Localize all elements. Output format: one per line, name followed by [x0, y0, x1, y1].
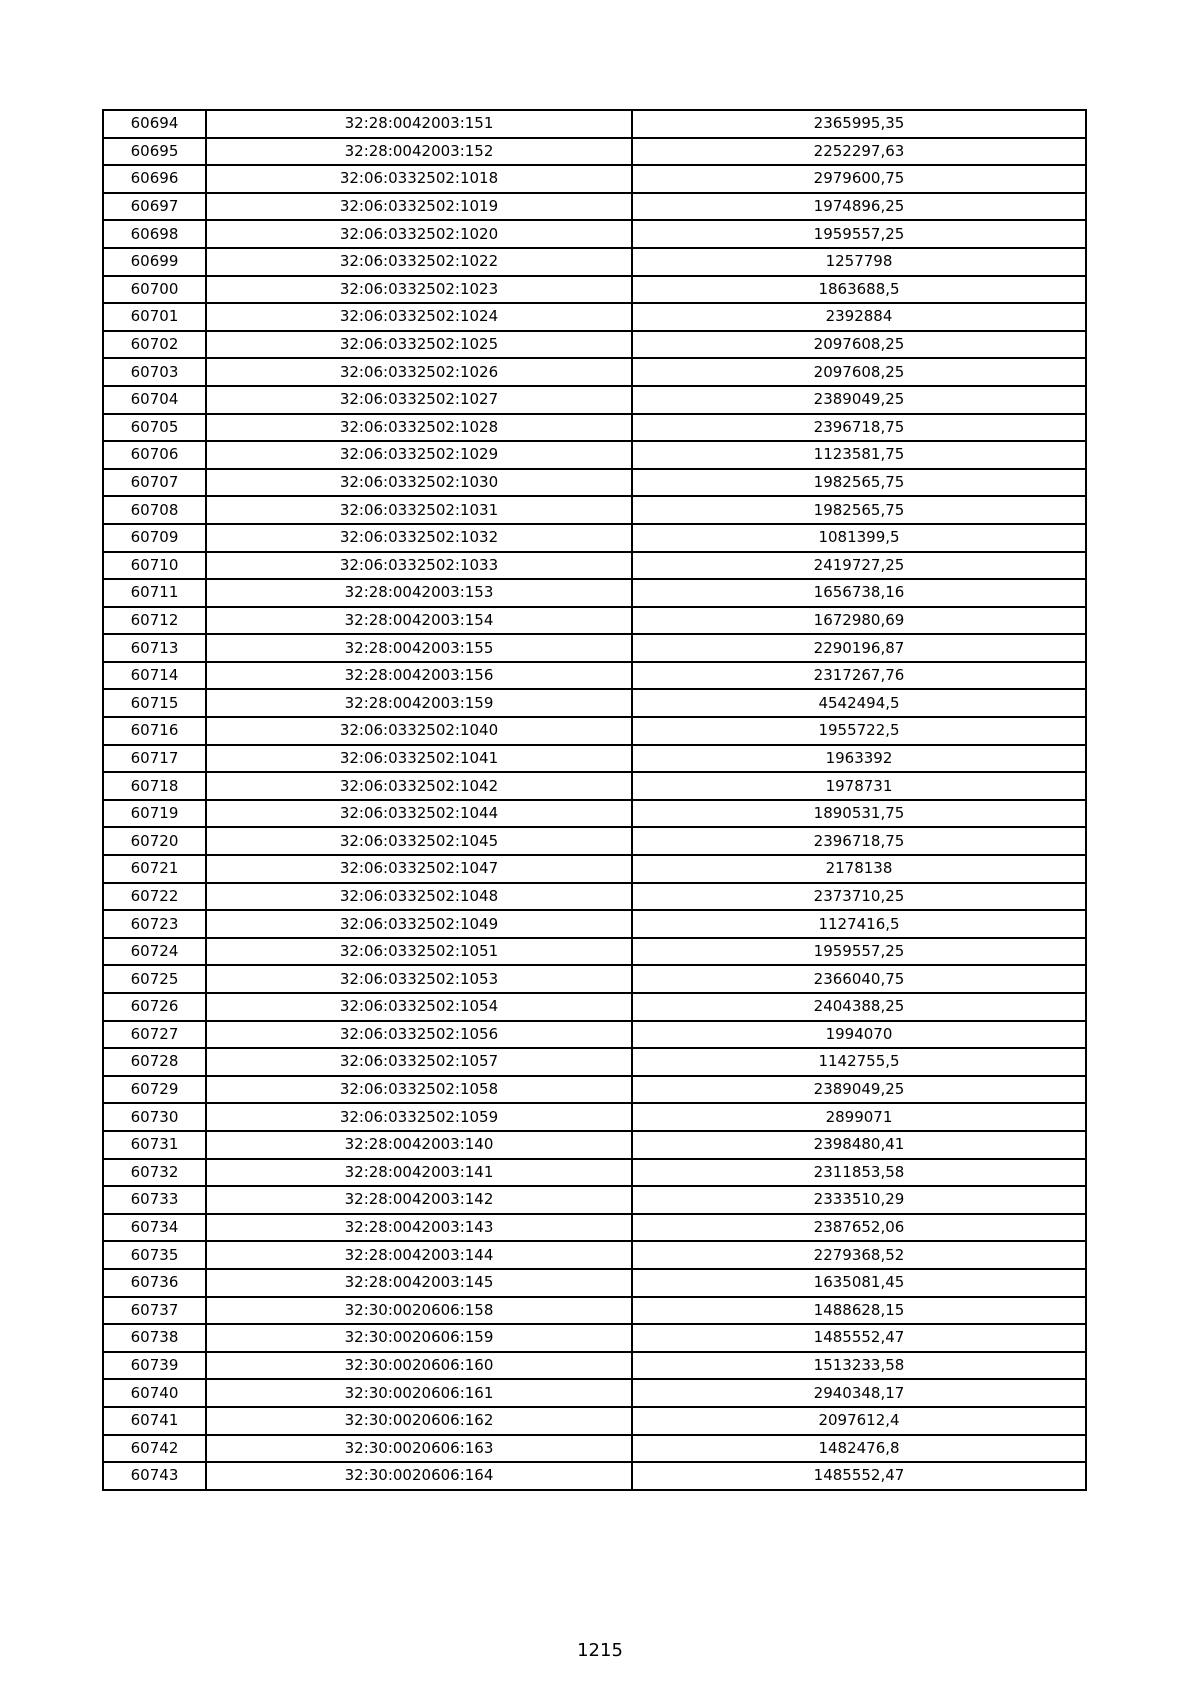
cadastral-number-cell: 32:06:0332502:1022	[206, 248, 632, 276]
table-row	[103, 1352, 1086, 1380]
cadastral-number-cell: 32:28:0042003:151	[206, 110, 632, 138]
cadastral-number-cell: 32:06:0332502:1058	[206, 1076, 632, 1104]
table-row	[103, 110, 1086, 138]
table-row	[103, 938, 1086, 966]
row-number-cell: 60713	[103, 634, 206, 662]
value-cell: 2311853,58	[632, 1159, 1086, 1187]
table-row	[103, 662, 1086, 690]
cadastral-number-cell: 32:28:0042003:144	[206, 1241, 632, 1269]
cadastral-number-cell: 32:06:0332502:1057	[206, 1048, 632, 1076]
row-number-cell: 60731	[103, 1131, 206, 1159]
table-row	[103, 193, 1086, 221]
row-number-cell: 60707	[103, 469, 206, 497]
value-cell: 1482476,8	[632, 1435, 1086, 1463]
value-cell: 2252297,63	[632, 138, 1086, 166]
table-row	[103, 1214, 1086, 1242]
value-cell: 2097608,25	[632, 358, 1086, 386]
value-cell: 2389049,25	[632, 1076, 1086, 1104]
value-cell: 1257798	[632, 248, 1086, 276]
row-number-cell: 60740	[103, 1379, 206, 1407]
cadastral-number-cell: 32:06:0332502:1051	[206, 938, 632, 966]
value-cell: 2333510,29	[632, 1186, 1086, 1214]
cadastral-number-cell: 32:28:0042003:143	[206, 1214, 632, 1242]
value-cell: 1485552,47	[632, 1324, 1086, 1352]
value-cell: 1081399,5	[632, 524, 1086, 552]
table-row	[103, 579, 1086, 607]
cadastral-number-cell: 32:28:0042003:141	[206, 1159, 632, 1187]
cadastral-number-cell: 32:28:0042003:142	[206, 1186, 632, 1214]
row-number-cell: 60725	[103, 965, 206, 993]
cadastral-number-cell: 32:28:0042003:140	[206, 1131, 632, 1159]
cadastral-number-cell: 32:28:0042003:155	[206, 634, 632, 662]
table-row	[103, 1435, 1086, 1463]
page-number: 1215	[577, 1640, 623, 1661]
value-cell: 2373710,25	[632, 883, 1086, 911]
row-number-cell: 60726	[103, 993, 206, 1021]
cadastral-number-cell: 32:28:0042003:153	[206, 579, 632, 607]
cadastral-number-cell: 32:06:0332502:1023	[206, 276, 632, 304]
cadastral-number-cell: 32:06:0332502:1018	[206, 165, 632, 193]
table-row	[103, 1241, 1086, 1269]
value-cell: 1635081,45	[632, 1269, 1086, 1297]
table-row	[103, 910, 1086, 938]
row-number-cell: 60715	[103, 689, 206, 717]
data-table	[102, 109, 1087, 1491]
value-cell: 1127416,5	[632, 910, 1086, 938]
row-number-cell: 60738	[103, 1324, 206, 1352]
value-cell: 1485552,47	[632, 1462, 1086, 1490]
cadastral-number-cell: 32:30:0020606:159	[206, 1324, 632, 1352]
cadastral-number-cell: 32:06:0332502:1025	[206, 331, 632, 359]
cadastral-number-cell: 32:06:0332502:1030	[206, 469, 632, 497]
cadastral-number-cell: 32:28:0042003:156	[206, 662, 632, 690]
row-number-cell: 60702	[103, 331, 206, 359]
table-row	[103, 1186, 1086, 1214]
value-cell: 2097612,4	[632, 1407, 1086, 1435]
value-cell: 1513233,58	[632, 1352, 1086, 1380]
cadastral-number-cell: 32:30:0020606:161	[206, 1379, 632, 1407]
table-row	[103, 358, 1086, 386]
value-cell: 2899071	[632, 1103, 1086, 1131]
value-cell: 2396718,75	[632, 414, 1086, 442]
cadastral-number-cell: 32:28:0042003:154	[206, 607, 632, 635]
table-row	[103, 469, 1086, 497]
value-cell: 2389049,25	[632, 386, 1086, 414]
row-number-cell: 60741	[103, 1407, 206, 1435]
cadastral-number-cell: 32:06:0332502:1054	[206, 993, 632, 1021]
value-cell: 2392884	[632, 303, 1086, 331]
value-cell: 1890531,75	[632, 800, 1086, 828]
table-row	[103, 1159, 1086, 1187]
table-row	[103, 220, 1086, 248]
cadastral-number-cell: 32:06:0332502:1029	[206, 441, 632, 469]
cadastral-number-cell: 32:30:0020606:162	[206, 1407, 632, 1435]
row-number-cell: 60709	[103, 524, 206, 552]
cadastral-number-cell: 32:06:0332502:1031	[206, 496, 632, 524]
value-cell: 2396718,75	[632, 827, 1086, 855]
row-number-cell: 60730	[103, 1103, 206, 1131]
row-number-cell: 60716	[103, 717, 206, 745]
value-cell: 1963392	[632, 745, 1086, 773]
row-number-cell: 60710	[103, 552, 206, 580]
cadastral-number-cell: 32:28:0042003:159	[206, 689, 632, 717]
row-number-cell: 60711	[103, 579, 206, 607]
table-row	[103, 414, 1086, 442]
table-row	[103, 1269, 1086, 1297]
row-number-cell: 60714	[103, 662, 206, 690]
table-row	[103, 800, 1086, 828]
row-number-cell: 60742	[103, 1435, 206, 1463]
row-number-cell: 60733	[103, 1186, 206, 1214]
value-cell: 1994070	[632, 1021, 1086, 1049]
value-cell: 2097608,25	[632, 331, 1086, 359]
cadastral-number-cell: 32:06:0332502:1048	[206, 883, 632, 911]
table-row	[103, 248, 1086, 276]
value-cell: 2398480,41	[632, 1131, 1086, 1159]
table-row	[103, 772, 1086, 800]
row-number-cell: 60705	[103, 414, 206, 442]
row-number-cell: 60703	[103, 358, 206, 386]
table-row	[103, 1324, 1086, 1352]
row-number-cell: 60721	[103, 855, 206, 883]
value-cell: 2279368,52	[632, 1241, 1086, 1269]
table-row	[103, 441, 1086, 469]
cadastral-number-cell: 32:06:0332502:1047	[206, 855, 632, 883]
value-cell: 1974896,25	[632, 193, 1086, 221]
table-row	[103, 524, 1086, 552]
row-number-cell: 60701	[103, 303, 206, 331]
value-cell: 4542494,5	[632, 689, 1086, 717]
row-number-cell: 60694	[103, 110, 206, 138]
table-row	[103, 386, 1086, 414]
value-cell: 2290196,87	[632, 634, 1086, 662]
cadastral-number-cell: 32:06:0332502:1044	[206, 800, 632, 828]
cadastral-number-cell: 32:30:0020606:164	[206, 1462, 632, 1490]
table-row	[103, 331, 1086, 359]
table-row	[103, 689, 1086, 717]
table-row	[103, 1379, 1086, 1407]
value-cell: 1863688,5	[632, 276, 1086, 304]
row-number-cell: 60724	[103, 938, 206, 966]
row-number-cell: 60717	[103, 745, 206, 773]
row-number-cell: 60722	[103, 883, 206, 911]
table-row	[103, 965, 1086, 993]
row-number-cell: 60734	[103, 1214, 206, 1242]
row-number-cell: 60704	[103, 386, 206, 414]
table-row	[103, 496, 1086, 524]
cadastral-number-cell: 32:06:0332502:1019	[206, 193, 632, 221]
cadastral-number-cell: 32:06:0332502:1053	[206, 965, 632, 993]
row-number-cell: 60720	[103, 827, 206, 855]
row-number-cell: 60718	[103, 772, 206, 800]
row-number-cell: 60735	[103, 1241, 206, 1269]
cadastral-number-cell: 32:30:0020606:158	[206, 1297, 632, 1325]
cadastral-number-cell: 32:06:0332502:1026	[206, 358, 632, 386]
cadastral-number-cell: 32:28:0042003:152	[206, 138, 632, 166]
cadastral-number-cell: 32:06:0332502:1032	[206, 524, 632, 552]
row-number-cell: 60737	[103, 1297, 206, 1325]
cadastral-number-cell: 32:06:0332502:1028	[206, 414, 632, 442]
table-row	[103, 1297, 1086, 1325]
cadastral-number-cell: 32:30:0020606:160	[206, 1352, 632, 1380]
cadastral-number-cell: 32:06:0332502:1027	[206, 386, 632, 414]
cadastral-number-cell: 32:06:0332502:1033	[206, 552, 632, 580]
table-row	[103, 552, 1086, 580]
cadastral-number-cell: 32:06:0332502:1049	[206, 910, 632, 938]
value-cell: 2979600,75	[632, 165, 1086, 193]
cadastral-number-cell: 32:28:0042003:145	[206, 1269, 632, 1297]
value-cell: 1982565,75	[632, 469, 1086, 497]
table-row	[103, 827, 1086, 855]
table-row	[103, 1462, 1086, 1490]
table-row	[103, 303, 1086, 331]
row-number-cell: 60708	[103, 496, 206, 524]
value-cell: 2317267,76	[632, 662, 1086, 690]
value-cell: 1656738,16	[632, 579, 1086, 607]
table-row	[103, 745, 1086, 773]
value-cell: 1959557,25	[632, 220, 1086, 248]
row-number-cell: 60723	[103, 910, 206, 938]
value-cell: 1142755,5	[632, 1048, 1086, 1076]
row-number-cell: 60728	[103, 1048, 206, 1076]
value-cell: 2365995,35	[632, 110, 1086, 138]
value-cell: 2404388,25	[632, 993, 1086, 1021]
table-row	[103, 138, 1086, 166]
cadastral-number-cell: 32:06:0332502:1059	[206, 1103, 632, 1131]
row-number-cell: 60743	[103, 1462, 206, 1490]
row-number-cell: 60727	[103, 1021, 206, 1049]
value-cell: 2387652,06	[632, 1214, 1086, 1242]
table-row	[103, 1021, 1086, 1049]
row-number-cell: 60729	[103, 1076, 206, 1104]
table-row	[103, 993, 1086, 1021]
cadastral-number-cell: 32:06:0332502:1042	[206, 772, 632, 800]
value-cell: 1672980,69	[632, 607, 1086, 635]
table-row	[103, 1076, 1086, 1104]
cadastral-number-cell: 32:06:0332502:1020	[206, 220, 632, 248]
value-cell: 1488628,15	[632, 1297, 1086, 1325]
table-row	[103, 883, 1086, 911]
table-row	[103, 1131, 1086, 1159]
cadastral-number-cell: 32:30:0020606:163	[206, 1435, 632, 1463]
row-number-cell: 60719	[103, 800, 206, 828]
row-number-cell: 60739	[103, 1352, 206, 1380]
cadastral-number-cell: 32:06:0332502:1056	[206, 1021, 632, 1049]
row-number-cell: 60697	[103, 193, 206, 221]
row-number-cell: 60698	[103, 220, 206, 248]
cadastral-number-cell: 32:06:0332502:1041	[206, 745, 632, 773]
table-row	[103, 717, 1086, 745]
row-number-cell: 60732	[103, 1159, 206, 1187]
table-row	[103, 1103, 1086, 1131]
row-number-cell: 60696	[103, 165, 206, 193]
value-cell: 2419727,25	[632, 552, 1086, 580]
row-number-cell: 60736	[103, 1269, 206, 1297]
row-number-cell: 60706	[103, 441, 206, 469]
row-number-cell: 60700	[103, 276, 206, 304]
value-cell: 2366040,75	[632, 965, 1086, 993]
cadastral-number-cell: 32:06:0332502:1040	[206, 717, 632, 745]
row-number-cell: 60699	[103, 248, 206, 276]
cadastral-number-cell: 32:06:0332502:1045	[206, 827, 632, 855]
value-cell: 1955722,5	[632, 717, 1086, 745]
value-cell: 1959557,25	[632, 938, 1086, 966]
value-cell: 1978731	[632, 772, 1086, 800]
row-number-cell: 60695	[103, 138, 206, 166]
value-cell: 1982565,75	[632, 496, 1086, 524]
table-row	[103, 1048, 1086, 1076]
value-cell: 1123581,75	[632, 441, 1086, 469]
row-number-cell: 60712	[103, 607, 206, 635]
table-body	[103, 110, 1086, 1490]
table-row	[103, 1407, 1086, 1435]
value-cell: 2940348,17	[632, 1379, 1086, 1407]
table-row	[103, 276, 1086, 304]
table-row	[103, 855, 1086, 883]
cadastral-number-cell: 32:06:0332502:1024	[206, 303, 632, 331]
table-row	[103, 165, 1086, 193]
value-cell: 2178138	[632, 855, 1086, 883]
table-row	[103, 634, 1086, 662]
table-row	[103, 607, 1086, 635]
